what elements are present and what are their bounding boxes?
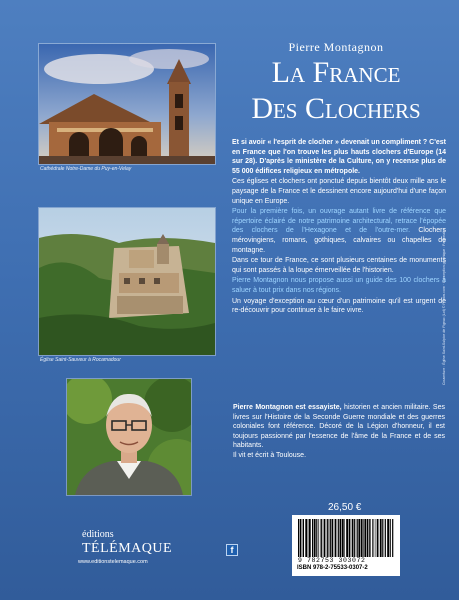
publisher-name: TÉLÉMAQUE — [82, 541, 173, 556]
publisher-editions: éditions — [82, 529, 114, 540]
barcode-stripe — [387, 519, 389, 557]
description-p3-highlight: Pour la première fois, un ouvrage autant livre de référence que répertoire éclairé de notre patrimoine architectural, retrace l'épopée des clochers de l'Hexagone et de l'outre-mer. — [232, 208, 446, 235]
barcode-stripe — [321, 519, 322, 557]
barcode-stripe — [298, 519, 299, 557]
description-lead: Et si avoir « l'esprit de clocher » devenait un compliment ? C'est en France que l'on trouve les plus hauts clochers d'Europe (14 sur 28). D'après le ministère de la Culture, on y recense plus de 55 000 édifices religieux en métropole. — [232, 139, 446, 175]
barcode-stripe — [375, 519, 376, 557]
description-p3-rest: Clochers mérovingiens, romans, gothiques, calvaires ou chapelles de montagne. — [232, 227, 446, 254]
barcode-stripe — [392, 519, 393, 557]
author-bio — [233, 403, 445, 460]
barcode-stripe — [363, 519, 364, 557]
barcode-stripe — [380, 519, 382, 557]
barcode-stripe — [342, 519, 344, 557]
barcode-stripe — [361, 519, 363, 557]
barcode-stripe — [316, 519, 317, 557]
description-p4: Dans ce tour de France, ce sont plusieurs centaines de monuments qui sont passés à la loupe émerveillée de l'historien. — [232, 257, 446, 274]
caption-rocamadour: Église Saint-Sauveur à Rocamadour — [40, 357, 121, 363]
bio-rest: historien et ancien militaire. Ses livres sur l'Histoire de la Seconde Guerre mondiale et des guerres coloniales font référence. Décoré de la Légion d'honneur, il est toujours passionné par l'essence de l'âme de la France et de ses habitants. — [233, 404, 445, 449]
publisher-url[interactable]: www.editionstelemaque.com — [78, 559, 148, 565]
barcode-stripe — [329, 519, 330, 557]
description-p2: Ces églises et clochers ont ponctué depuis bientôt deux mille ans le paysage de la France et le dessinent encore aujourd'hui d'une façon unique en Europe. — [232, 178, 446, 205]
barcode-stripe — [318, 519, 319, 557]
barcode-stripe — [309, 519, 311, 557]
cover-credits: Couverture : Église Saint-Sulpice de Figeac (Lot) © Photos.com · Conception graphique : Pagemaker — [442, 227, 446, 385]
bio-last: Il vit et écrit à Toulouse. — [233, 451, 307, 459]
isbn: ISBN 978-2-75533-0307-2 — [297, 565, 368, 571]
barcode-digits: 9 782753 303072 — [298, 557, 366, 564]
barcode-stripe — [335, 519, 337, 557]
barcode-stripe — [338, 519, 339, 557]
barcode-stripe — [382, 519, 383, 557]
bio-lead: Pierre Montagnon est essayiste, — [233, 404, 342, 411]
barcode-stripe — [302, 519, 303, 557]
barcode-stripe — [372, 519, 373, 557]
description-p3 — [232, 207, 446, 255]
barcode-stripe — [320, 519, 321, 557]
title-line-1: La France — [271, 56, 401, 89]
barcode-stripe — [305, 519, 307, 557]
barcode-stripe — [370, 519, 371, 557]
rocamadour-photo — [38, 207, 216, 356]
bio-text — [233, 403, 445, 451]
barcode-stripe — [364, 519, 366, 557]
barcode-stripe — [385, 519, 386, 557]
author-portrait — [66, 378, 192, 496]
caption-cathedral: Cathédrale Notre-Dame du Puy-en-Velay — [40, 166, 132, 172]
title-line-2: Des Clochers — [251, 92, 421, 125]
facebook-icon[interactable]: f — [226, 544, 238, 556]
barcode-stripe — [300, 519, 301, 557]
barcode-stripe — [354, 519, 355, 557]
barcode-stripe — [346, 519, 348, 557]
description — [232, 138, 446, 317]
barcode-stripe — [330, 519, 331, 557]
description-p6: Un voyage d'exception au cœur d'un patrimoine qu'il est urgent de re-découvrir pour continuer à le faire vivre. — [232, 297, 446, 315]
barcode-stripe — [340, 519, 342, 557]
cathedral-photo — [38, 43, 216, 165]
barcode-stripe — [332, 519, 334, 557]
barcode-stripe — [358, 519, 360, 557]
barcode-stripe — [327, 519, 328, 557]
barcode-stripe — [324, 519, 326, 557]
barcode-stripe — [367, 519, 368, 557]
barcode-stripe — [352, 519, 354, 557]
description-p5: Pierre Montagnon nous propose aussi un guide des 100 clochers à saluer à tout prix dans nos régions. — [232, 277, 446, 294]
barcode-stripe — [377, 519, 379, 557]
barcode-stripe — [308, 519, 309, 557]
barcode-stripe — [390, 519, 391, 557]
barcode-stripe — [303, 519, 304, 557]
barcode-stripe — [312, 519, 313, 557]
barcode-stripe — [314, 519, 316, 557]
barcode-stripe — [349, 519, 351, 557]
barcode-stripe — [357, 519, 358, 557]
barcode-stripe — [369, 519, 370, 557]
author-name: Pierre Montagnon — [288, 40, 384, 54]
barcode-stripe — [344, 519, 345, 557]
price: 26,50 € — [328, 502, 362, 513]
